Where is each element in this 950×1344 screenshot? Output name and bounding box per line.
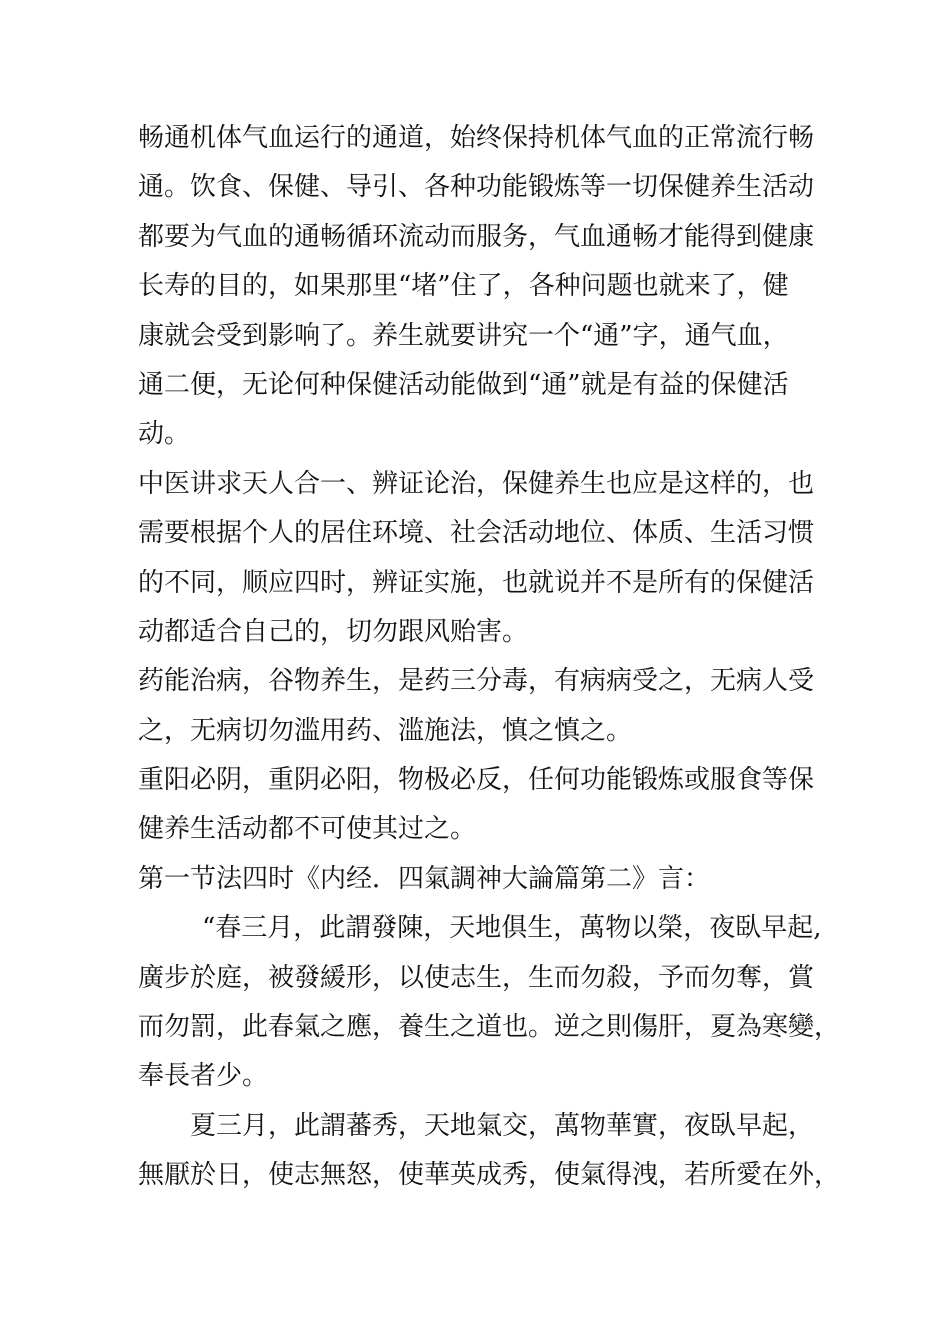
text-line: 通二便，无论何种保健活动能做到“通”就是有益的保健活: [138, 369, 789, 400]
document-body: [138, 114, 841, 1201]
text-line: 都要为气血的通畅循环流动而服务，气血通畅才能得到健康: [138, 221, 815, 252]
text-line: 长寿的目的，如果那里“堵”住了，各种问题也就来了，健: [138, 271, 789, 302]
text-line: 的不同，顺应四时，辨证实施，也就说并不是所有的保健活: [138, 567, 815, 598]
text-line: 中医讲求天人合一、辨证论治，保健养生也应是这样的，也: [138, 468, 815, 499]
quote-line: 廣步於庭，被發緩形，以使志生，生而勿殺，予而勿奪，賞: [138, 962, 815, 993]
text-line: 药能治病，谷物养生，是药三分毒，有病病受之，无病人受: [138, 666, 815, 697]
text-line: 动都适合自己的，切勿跟风贻害。: [138, 616, 529, 647]
quote-line: 而勿罰，此春氣之應，養生之道也。逆之則傷肝，夏為寒變，: [138, 1012, 841, 1043]
text-line: 畅通机体气血运行的通道，始终保持机体气血的正常流行畅: [138, 123, 815, 153]
quote-line: 奉長者少。: [138, 1061, 269, 1092]
text-line: 康就会受到影响了。养生就要讲究一个“通”字，通气血，: [138, 320, 789, 351]
text-line: 之，无病切勿滥用药、滥施法，慎之慎之。: [138, 715, 633, 746]
quote-line: 無厭於日，使志無怒，使華英成秀，使氣得洩，若所愛在外，: [138, 1160, 841, 1191]
text-line: 重阳必阴，重阴必阳，物极必反，任何功能锻炼或服食等保: [138, 765, 815, 796]
text-line: 动。: [138, 419, 191, 450]
section-heading: 第一节法四时《内经．四氣調神大論篇第二》言：: [138, 863, 711, 894]
text-line: 健养生活动都不可使其过之。: [138, 814, 477, 845]
text-line: 通。饮食、保健、导引、各种功能锻炼等一切保健养生活动: [138, 172, 815, 203]
quote-line: 夏三月，此謂蕃秀，天地氣交，萬物華實，夜臥早起，: [190, 1110, 815, 1141]
text-line: 需要根据个人的居住环境、社会活动地位、体质、生活习惯: [138, 518, 815, 549]
quote-line: “春三月，此謂發陳，天地俱生，萬物以榮，夜臥早起,: [202, 913, 822, 944]
